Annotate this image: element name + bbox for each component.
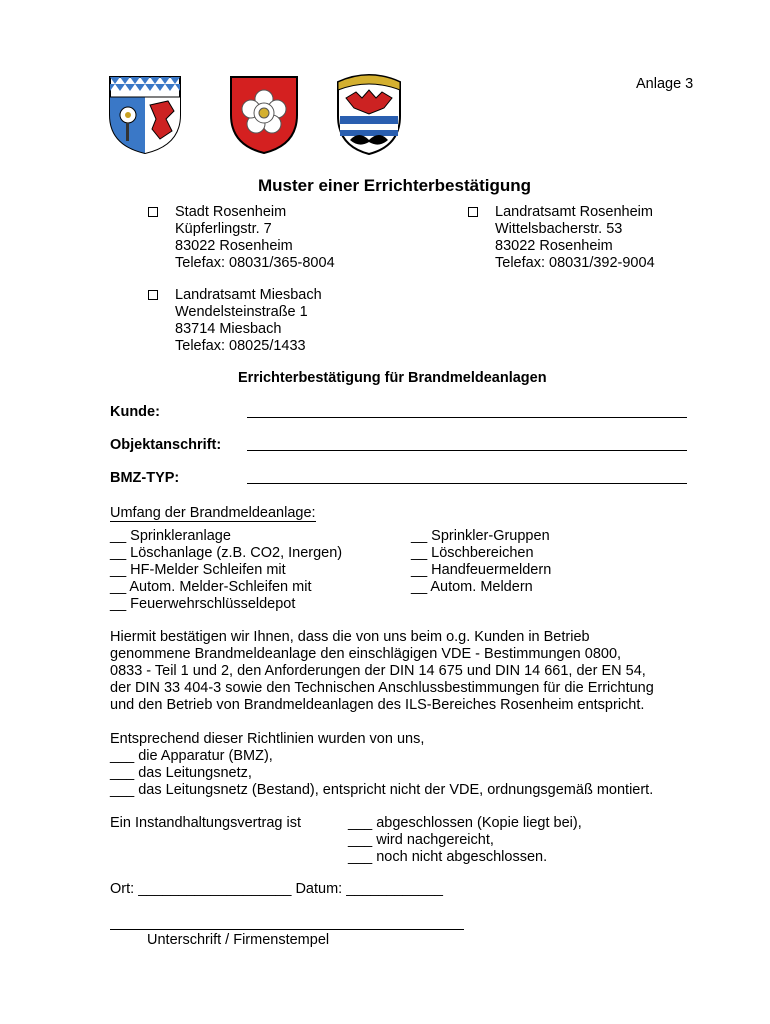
maintenance-option: ___ abgeschlossen (Kopie liegt bei), <box>348 815 582 831</box>
scope-item: __ Autom. Meldern <box>411 579 533 595</box>
coat-of-arms-rosenheim-district <box>108 75 182 155</box>
checkbox-stadt-rosenheim[interactable] <box>148 207 158 217</box>
scope-heading: Umfang der Brandmeldeanlage: <box>110 505 316 521</box>
bmz-type-input-line[interactable] <box>247 483 687 484</box>
confirmation-paragraph: Hiermit bestätigen wir Ihnen, dass die von uns beim o.g. Kunden in Betrieb genommene Brandmeldeanlage den einschlägigen VDE - Bestimmungen 0800, 0833 - Teil 1 und 2, den Anforderungen der DIN 14 675 und DIN 14 661, der EN 54, der DIN 33 404-3 sowie den Technischen Anschlussbestimmungen für die Errichtung und den Betrieb von Brandmeldeanlagen des ILS-Bereiches Rosenheim entspricht. <box>110 629 654 713</box>
maintenance-label: Ein Instandhaltungsvertrag ist <box>110 815 302 831</box>
customer-input-line[interactable] <box>247 417 687 418</box>
checkbox-landratsamt-miesbach[interactable] <box>148 290 158 300</box>
form-subtitle: Errichterbestätigung für Brandmeldeanlagen <box>238 370 547 386</box>
coat-of-arms-rosenheim-city <box>229 75 299 155</box>
scope-item: __ Sprinkler-Gruppen <box>411 528 550 544</box>
installation-paragraph: Entsprechend dieser Richtlinien wurden von uns, ___ die Apparatur (BMZ), ___ das Leitungsnetz, ___ das Leitungsnetz (Bestand), entspricht nicht der VDE, ordnungsgemäß montiert. <box>110 731 654 798</box>
page-title: Muster einer Errichterbestätigung <box>258 176 532 195</box>
scope-right-list <box>411 528 551 596</box>
place-date-line: Ort: ___________________ Datum: ____________ <box>110 881 443 897</box>
scope-item: __ Sprinkleranlage <box>110 528 231 544</box>
customer-label: Kunde: <box>110 404 160 420</box>
object-address-label: Objektanschrift: <box>110 437 222 453</box>
signature-line[interactable] <box>110 929 464 930</box>
maintenance-option: ___ noch nicht abgeschlossen. <box>348 849 548 865</box>
scope-item: __ HF-Melder Schleifen mit <box>110 562 286 578</box>
coat-of-arms-miesbach-district <box>332 68 406 156</box>
bmz-type-label: BMZ-TYP: <box>110 470 180 486</box>
scope-item: __ Handfeuermeldern <box>411 562 552 578</box>
maintenance-options <box>348 815 582 866</box>
checkbox-landratsamt-rosenheim[interactable] <box>468 207 478 217</box>
scope-left-list <box>110 528 342 613</box>
scope-item: __ Löschbereichen <box>411 545 534 561</box>
maintenance-option: ___ wird nachgereicht, <box>348 832 494 848</box>
scope-item: __ Löschanlage (z.B. CO2, Inergen) <box>110 545 343 561</box>
annex-label: Anlage 3 <box>636 76 694 92</box>
signature-label: Unterschrift / Firmenstempel <box>147 932 330 948</box>
scope-item: __ Feuerwehrschlüsseldepot <box>110 596 296 612</box>
object-address-input-line[interactable] <box>247 450 687 451</box>
scope-item: __ Autom. Melder-Schleifen mit <box>110 579 312 595</box>
